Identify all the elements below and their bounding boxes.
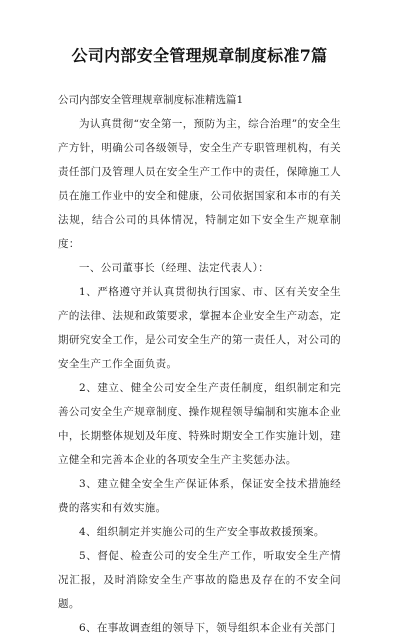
paragraph-item-1: 1、严格遵守并认真贯彻执行国家、市、区有关安全生产的法律、法规和政策要求，掌握本企业安全生产动态，定期研究安全工作，是公司安全生产的第一责任人，对公司的安全生产工作全面负责。 [58,286,341,370]
paragraph-intro: 为认真贯彻“安全第一，预防为主，综合治理”的安全生产方针，明确公司各级领导，安全生产专职管理机构，有关责任部门及管理人员在安全生产工作中的责任，保障施工人员在施工作业中的安全和健康，公司依据国家和本市的有关法规，结合公司的具体情况，特制定如下安全生产规章制度： [58,118,341,250]
paragraph-section-1-heading: 一、公司董事长（经理、法定代表人）： [79,262,270,274]
document-title: 公司内部安全管理规章制度标准7篇 [71,46,328,65]
paragraph-item-4: 4、组织制定并实施公司的生产安全事故救援预案。 [79,526,325,538]
paragraph-item-6: 6、在事故调查组的领导下，领导组织本企业有关部门 [79,622,336,634]
paragraph-item-3: 3、建立健全安全生产保证体系，保证安全技术措施经费的落实和有效实施。 [58,478,341,514]
document-subtitle: 公司内部安全管理规章制度标准精选篇1 [58,94,244,106]
paragraph-item-2: 2、建立、健全公司安全生产责任制度，组织制定和完善公司安全生产规章制度、操作规程领导编制和实施本企业中，长期整体规划及年度、特殊时期安全工作实施计划，建立健全和完善本企业的各项安全生产主奖惩办法。 [58,382,341,466]
paragraph-item-5: 5、督促、检查公司的安全生产工作，听取安全生产情况汇报，及时消除安全生产事故的隐患及存在的不安全问题。 [58,550,341,610]
